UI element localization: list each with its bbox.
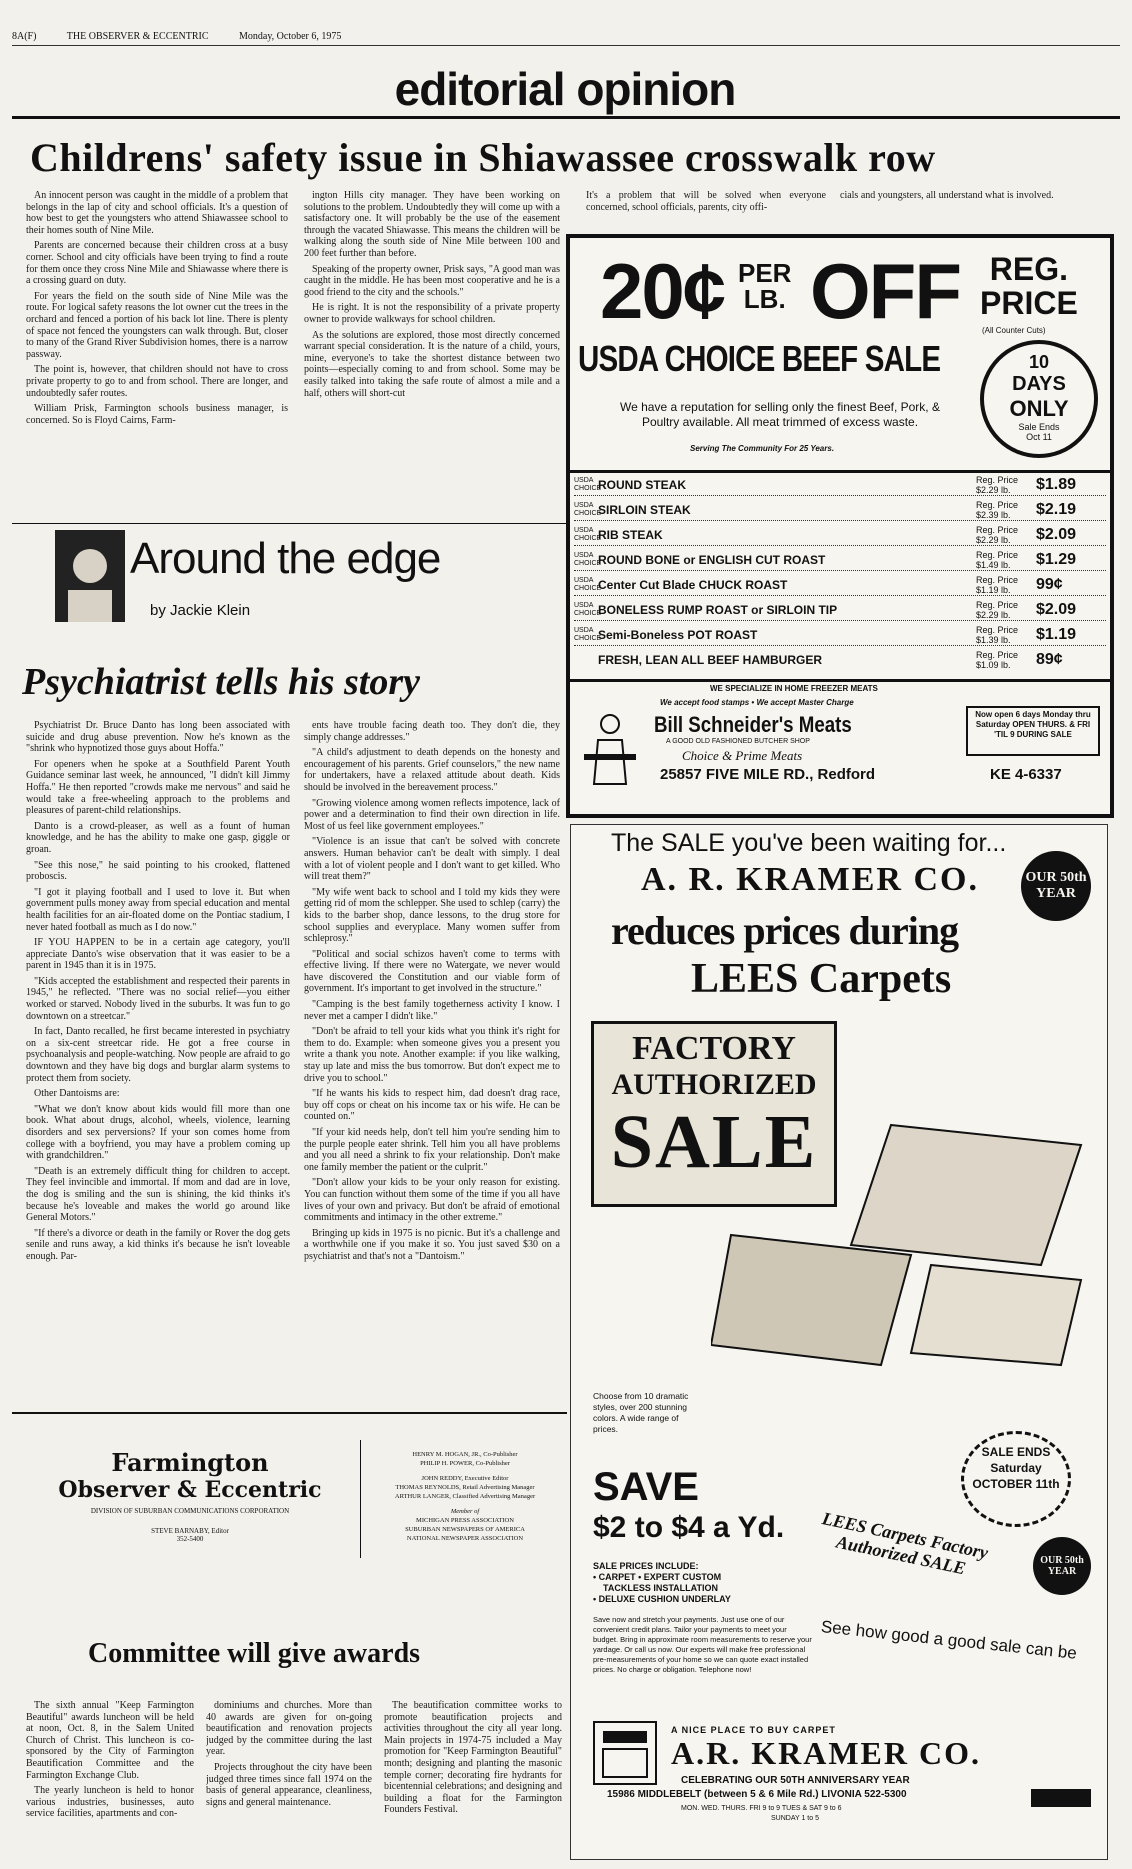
committee-col-1: The sixth annual "Keep Farmington Beautiful" awards luncheon will be held at noon, Oct. 8, in the Salem United Church of Christ. This luncheon is co-sponsored by the City of Farmington Beautification Committee and the Farmington Exchange Club. The yearly luncheon is held to honor various industries, businesses, auto service facilities, apartments and con- (26, 1700, 194, 1820)
fifty-year-badge-2: OUR 50th YEAR (1033, 1537, 1091, 1595)
list-item: USDA CHOICE BONELESS RUMP ROAST or SIRLOIN TIP Reg. Price $2.29 lb. $2.09 (574, 600, 1106, 621)
nameplate-line-1: Farmington (111, 1448, 269, 1477)
carpets-sign (593, 1721, 657, 1785)
list-item: USDA CHOICE ROUND BONE or ENGLISH CUT ROAST Reg. Price $1.49 lb. $1.29 (574, 550, 1106, 571)
counter-cuts: (All Counter Cuts) (982, 326, 1046, 335)
kramer-name: A. R. KRAMER CO. (641, 861, 979, 898)
beef-sale-title: USDA CHOICE BEEF SALE (578, 338, 941, 379)
kramer-lees: LEES Carpets (691, 956, 952, 1002)
editorial-col-1: An innocent person was caught in the middle of a problem that belongs in the lap of city and school officials. It's a question of how best to get the youngsters who attend Shiawassee school to their homes south of Nine Mile. Parents are concerned because their children cross at a busy corner. School and city officials have been trying to find a route for them once they cross Nine Mile and Shiawasse where there is a crossing guard on duty. For years the field on the south side of Nine Mile was the route. For logical safety reasons the lot owner cut the trees in the orchard and fenced a portion of his back lot line. There is plenty of space not fenced the youngsters can walk through. But, closer to many of the Grand River Subdivision homes, there is a narrow passway. The point is, however, that children should not have to cross private property to go to and from school. There are longer, and undoubtedly safer routes. William Prisk, Farmington schools business manager, is concerned. So is Floyd Cairns, Farm- (26, 190, 288, 426)
factory-authorized-badge: FACTORY AUTHORIZED SALE (591, 1021, 837, 1207)
kramer-reduces: reduces prices during (611, 908, 959, 953)
column-byline: by Jackie Klein (150, 602, 251, 619)
list-item: USDA CHOICE Center Cut Blade CHUCK ROAST Reg. Price $1.19 lb. 99¢ (574, 575, 1106, 596)
freezer-line: WE SPECIALIZE IN HOME FREEZER MEATS (710, 684, 878, 693)
masthead-staff: HENRY M. HOGAN, JR., Co-Publisher PHILIP H. POWER, Co-Publisher JOHN REDDY, Executive Editor THOMAS REYNOLDS, Retail Advertising Manager ARTHUR LANGER, Classified Advertising Manager Member of MICHIGAN PRESS ASSOCIATION SUBURBAN NEWSPAPERS OF AMERICA NATIONAL NEWSPAPER ASSOCIATION (394, 1451, 536, 1542)
divider (12, 523, 567, 524)
kramer-address: 15986 MIDDLEBELT (between 5 & 6 Mile Rd.) LIVONIA 522-5300 (607, 1789, 907, 1800)
list-item: USDA CHOICE SIRLOIN STEAK Reg. Price $2.39 lb. $2.19 (574, 500, 1106, 521)
beef-price: 20¢ (600, 247, 725, 335)
fifty-year-badge: OUR 50th YEAR (1021, 851, 1091, 921)
section-title: editorial opinion (394, 63, 736, 115)
store-sub: A GOOD OLD FASHIONED BUTCHER SHOP (666, 738, 810, 745)
kramer-hours: MON. WED. THURS. FRI 9 to 9 TUES & SAT 9 to 6 (681, 1805, 842, 1812)
serving-line: Serving The Community For 25 Years. (690, 444, 835, 453)
ten-days-badge: 10 DAYS ONLY Sale Ends Oct 11 (980, 340, 1098, 458)
save-label: SAVE (593, 1465, 699, 1509)
list-item: USDA CHOICE RIB STEAK Reg. Price $2.29 lb. $2.09 (574, 525, 1106, 546)
list-item: USDA CHOICE Semi-Boneless POT ROAST Reg. Price $1.39 lb. $1.19 (574, 625, 1106, 646)
carpet-samples-illustration (711, 1115, 1091, 1375)
section-rule (12, 116, 1120, 119)
issue-date: Monday, October 6, 1975 (239, 31, 342, 42)
committee-headline: Committee will give awards (88, 1638, 421, 1669)
butcher-illustration (580, 710, 640, 786)
credit-card-logos (1031, 1789, 1091, 1807)
page-number: 8A(F) (12, 31, 37, 42)
choose-text: Choose from 10 dramatic styles, over 200 stunning colors. A wide range of prices. (593, 1391, 689, 1434)
sale-ends-badge: SALE ENDS Saturday OCTOBER 11th (961, 1431, 1071, 1527)
editorial-col-4: cials and youngsters, all understand what is involved. (840, 190, 1054, 201)
payment-text: Save now and stretch your payments. Just use one of our convenient credit plans. Tailor your payments to meet your budget. Bring in approximate room measurements to reserve your yardage. Or call us now. Our experts will make free professional pre-measurements of your home so we can quote exact installed prices. No charge or obligation. Telephone now! (593, 1615, 812, 1674)
save-amount: $2 to $4 a Yd. (593, 1511, 785, 1544)
masthead-vrule (360, 1440, 361, 1558)
store-name: Bill Schneider's Meats (654, 712, 852, 737)
reg-price: REG. PRICE (980, 251, 1078, 321)
list-item: USDA CHOICE ROUND STEAK Reg. Price $2.29 lb. $1.89 (574, 475, 1106, 496)
editorial-headline: Childrens' safety issue in Shiawassee crosswalk row (30, 135, 936, 180)
columnist-portrait-icon (55, 530, 125, 622)
psych-col-2: ents have trouble facing death too. They don't die, they simply change addresses." "A child's adjustment to death depends on the honesty and encouragement of his parents. Grief counselors," the new name for undertakers, have a relaxed attitude about death. Kids should be involved in the bereavement process." "Growing violence among women reflects impotence, lack of power and a determination to find their own direction in life. Most of us feel like government employees." "Violence is an issue that can't be solved with concrete answers. Human behavior can't be dealt with simply. I deal with a lot of violent people and I don't want to get killed. Who will treat them?" "My wife went back to school and I told my kids they were getting rid of mom the schlepper. She used to schlep (carry) the kids to the barber shop, dance lessons, to the drug store for school supplies and everyplace. Many women suffer from schleprosy." "Political and social schizos haven't come to terms with effective living. If there were no Watergate, we never would have discovered the Constitution and our viable form of government. It's important to get involved in the structure." "Camping is the best family togetherness activity I know. I never met a camper I didn't like." "Don't be afraid to tell your kids what you think it's right for them to do. Example: when someone gives you a present you write a thank you note. Another example: if you like walking, stay up late and miss the bus tomorrow. But don't expect me to drive you to school." "If he wants his kids to respect him, dad doesn't drag race, buy off cops or cheat on his income tax or his wife. He can be counted on." "If your kid needs help, don't tell him you're sending him to the purple people eater shrink. Tell him you all have problems and you all need a shrink to fix your relationship. Don't make one family member the patient or the culprit." "Don't allow your kids to be your only reason for existing. You can function without them some of the time if you all have lives of your own and privacy. But don't be afraid of emotional commitments and intimacy in the other extreme." Bringing up kids in 1975 is no picnic. But it's a challenge and a worthwhile one if you make it so. You just saved $30 on a psychiatrist and that's not a "Dantoism." (304, 720, 560, 1262)
beef-tagline: We have a reputation for selling only the finest Beef, Pork, & Poultry available. All meat trimmed of excess waste. (620, 400, 940, 429)
store-address: 25857 FIVE MILE RD., Redford (660, 766, 876, 783)
beef-price-list (570, 470, 1110, 682)
butcher-icon (580, 710, 640, 786)
kramer-sunday: SUNDAY 1 to 5 (771, 1815, 819, 1822)
psych-headline: Psychiatrist tells his story (22, 661, 420, 703)
see-good-sale: See how good a good sale can be (820, 1617, 1078, 1663)
masthead-nameplate (30, 1448, 350, 1543)
store-choice: Choice & Prime Meats (682, 748, 803, 763)
editorial-col-3: It's a problem that will be solved when everyone concerned, school officials, parents, city offi- (586, 190, 826, 213)
lees-logo-2: LEES Carpets Factory Authorized SALE (820, 1508, 990, 1579)
division-line: DIVISION OF SUBURBAN COMMUNICATIONS CORPORATION (90, 1507, 290, 1515)
psych-col-1: Psychiatrist Dr. Bruce Danto has long been associated with suicide and drug abuse prevention. Now he's known as the "shrink who hypnotized those guys about Hoffa." For openers when he spoke at a Southfield Parent Youth Guidance seminar last week, he announced, "I didn't kill Jimmy Hoffa." He then reported "crowds make me nervous" and said he would take a free-wheeling approach to the problems and pleasures of parent-child relationships. Danto is a crowd-pleaser, as well as a fount of human knowledge, and he has the ability to make one gasp, giggle or groan. "See this nose," he said pointing to his crooked, flattened proboscis. "I got it playing football and I used to love it. But when government pulls money away from special education and mental health facilities for an air-floated dome on the Pontiac stadium, I never hated football as much as I do now." IF YOU HAPPEN to be in a certain age category, you'll appreciate Danto's wise observation that it was easier to be a parent in 1945 than it is in 1975. "Kids accepted the establishment and respected their parents in 1945," he reflected. "There was no social relief—you either worked or starved. Nobody lived in the suburbs. It was fun to go downtown on a streetcar." In fact, Danto recalled, he first became interested in psychiatry on a six-cent streetcar ride. He got a free course in psychoanalysis and people-watching. Now people are afraid to go downtown and they have big dogs and burglar alarm systems to protect them from society. Other Dantoisms are: "What we don't know about kids would fill more than one book. What about drugs, alcohol, wheels, violence, learning disorders and sex perversions? If your son comes home from college with a boyfriend, you may have a problem coming up with grandchildren." "Death is an extremely difficult thing for children to accept. They feel invincible and immortal. If mom and dad are in love, the dog is smiling and the sun is shining, the kid thinks it's because he's loveable and makes the world go around like General Motors." "If there's a divorce or death in the family or Rover the dog gets senile and runs away, a kid thinks it's because he isn't loveable enough. Par- (26, 720, 290, 1262)
masthead-rule (12, 1412, 567, 1414)
committee-col-2: dominiums and churches. More than 40 awards are given for on-going beautification and renovation projects judged by the committee during the last year. Projects throughout the city have been judged three times since fall 1974 on the basis of general appearance, cleanliness, signs and general maintenance. (206, 1700, 372, 1808)
beef-ad (566, 234, 1114, 818)
kramer-name-2: A.R. KRAMER CO. (671, 1735, 981, 1771)
storefront-icon (595, 1723, 655, 1783)
committee-col-3: The beautification committee works to promote beautification projects and activities throughout the city all year long. Main projects in 1974-75 included a May promotion for "Keep Farmington Beautiful" month; designing and planting the masonic temple corner; decorating fire hydrants for bicentennial celebrations; and designing and building a float for the Farmington Founders Festival. (384, 1700, 562, 1816)
sale-includes: SALE PRICES INCLUDE: • CARPET • EXPERT CUSTOM TACKLESS INSTALLATION • DELUXE CUSHION UNDERLAY (593, 1561, 731, 1604)
stamps-line: We accept food stamps • We accept Master Charge (660, 698, 854, 707)
kramer-top-line: The SALE you've been waiting for... (611, 829, 1007, 857)
nice-place: A NICE PLACE TO BUY CARPET (671, 1725, 836, 1735)
columnist-photo (55, 530, 125, 622)
store-phone: KE 4-6337 (990, 766, 1062, 783)
nameplate-line-2: Observer & Eccentric (58, 1477, 322, 1503)
column-title: Around the edge (130, 534, 441, 583)
editor-phone: 352-5400 (176, 1535, 204, 1543)
editorial-col-2: ington Hills city manager. They have been working on solutions to the problem. Undoubtedly they will come up with a satisfactory one. It will probably be the use of the easement through the vacated Shiawasse. This means the children will be walking along the south side of Nine Mile between 100 and 200 feet further than before. Speaking of the property owner, Prisk says, "A good man was caught in the middle. He has been most cooperative and he is a good friend to the city and the schools." He is right. It is not the responsibility of a private property owner to provide walkways for school children. As the solutions are explored, those most directly concerned warrant special consideration. It is the nature of a child, yours, mine, everyone's to take the shortest distance between two points—especially coming to and from school. Some may be easily talked into taking the safe route of almost a mile and a half, others will short-cut (304, 190, 560, 399)
anniversary-line: CELEBRATING OUR 50TH ANNIVERSARY YEAR (681, 1775, 910, 1786)
list-item: FRESH, LEAN ALL BEEF HAMBURGER Reg. Price $1.09 lb. 89¢ (598, 650, 1063, 670)
store-hours: Now open 6 days Monday thru Saturday OPEN THURS. & FRI 'TIL 9 DURING SALE (966, 706, 1100, 756)
carpet-sample-icon (711, 1115, 1091, 1375)
editor-line: STEVE BARNABY, Editor (151, 1527, 229, 1535)
paper-name: THE OBSERVER & ECCENTRIC (66, 31, 209, 42)
per-lb: PER LB. (738, 258, 792, 314)
folio-line (12, 31, 1120, 46)
beef-off: OFF (810, 247, 960, 335)
kramer-ad (570, 824, 1108, 1860)
